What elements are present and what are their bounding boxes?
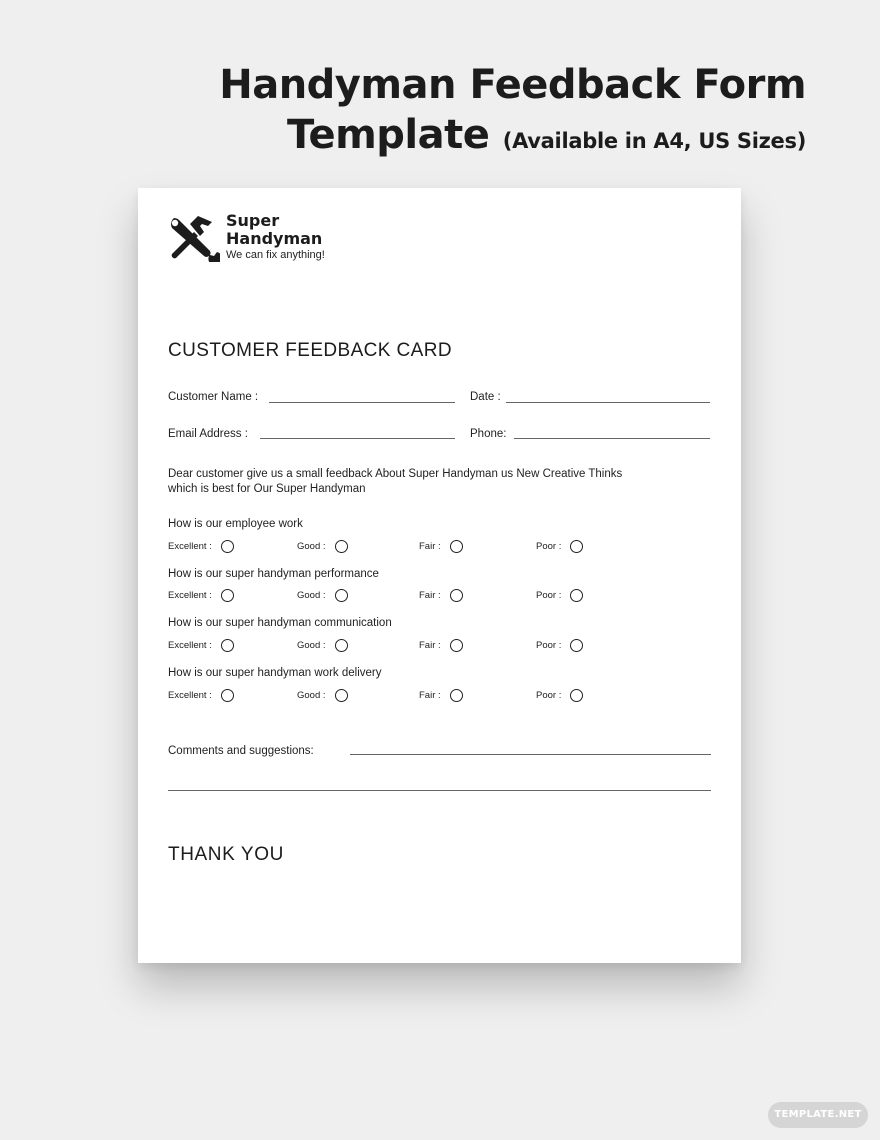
phone-field[interactable] xyxy=(514,438,710,439)
customer-name-label: Customer Name : xyxy=(168,391,259,403)
option-label: Poor : xyxy=(536,590,562,601)
radio-button[interactable] xyxy=(570,540,583,553)
comments-field-line-2[interactable] xyxy=(168,790,711,791)
logo-name-line1: Super xyxy=(226,211,280,230)
radio-button[interactable] xyxy=(335,639,348,652)
intro-line-2: which is best for Our Super Handyman xyxy=(168,483,366,495)
q2-option-good[interactable] xyxy=(297,589,348,602)
q3-option-poor[interactable] xyxy=(536,639,583,652)
banner-subtitle: (Available in A4, US Sizes) xyxy=(502,129,806,153)
customer-name-field[interactable] xyxy=(269,402,455,403)
option-label: Good : xyxy=(297,640,326,651)
comments-label: Comments and suggestions: xyxy=(168,745,314,757)
radio-button[interactable] xyxy=(450,689,463,702)
radio-button[interactable] xyxy=(570,639,583,652)
banner-title-line1: Handyman Feedback Form xyxy=(219,62,806,108)
radio-button[interactable] xyxy=(221,589,234,602)
q1-option-good[interactable] xyxy=(297,540,348,553)
option-label: Fair : xyxy=(419,640,441,651)
radio-button[interactable] xyxy=(335,589,348,602)
thank-you-heading: THANK YOU xyxy=(168,844,284,865)
radio-button[interactable] xyxy=(335,540,348,553)
question-2: How is our super handyman performance xyxy=(168,568,379,580)
radio-button[interactable] xyxy=(450,589,463,602)
q1-option-poor[interactable] xyxy=(536,540,583,553)
option-label: Fair : xyxy=(419,541,441,552)
q4-option-excellent[interactable] xyxy=(168,689,234,702)
radio-button[interactable] xyxy=(335,689,348,702)
option-label: Fair : xyxy=(419,690,441,701)
option-label: Poor : xyxy=(536,541,562,552)
radio-button[interactable] xyxy=(570,589,583,602)
logo-tagline: We can fix anything! xyxy=(226,249,325,261)
option-label: Poor : xyxy=(536,640,562,651)
logo-text xyxy=(226,212,325,262)
option-label: Poor : xyxy=(536,690,562,701)
banner-title-line2 xyxy=(219,110,806,166)
option-label: Excellent : xyxy=(168,690,212,701)
radio-button[interactable] xyxy=(221,639,234,652)
q1-option-fair[interactable] xyxy=(419,540,463,553)
q3-option-good[interactable] xyxy=(297,639,348,652)
feedback-form-sheet xyxy=(138,188,741,963)
option-label: Excellent : xyxy=(168,590,212,601)
option-label: Good : xyxy=(297,541,326,552)
q3-option-fair[interactable] xyxy=(419,639,463,652)
intro-line-1: Dear customer give us a small feedback About Super Handyman us New Creative Thinks xyxy=(168,468,623,480)
q4-option-fair[interactable] xyxy=(419,689,463,702)
question-4: How is our super handyman work delivery xyxy=(168,667,382,679)
question-1: How is our employee work xyxy=(168,518,303,530)
option-label: Excellent : xyxy=(168,640,212,651)
q2-option-excellent[interactable] xyxy=(168,589,234,602)
phone-label: Phone: xyxy=(470,428,507,440)
radio-button[interactable] xyxy=(221,540,234,553)
template-net-watermark: TEMPLATE.NET xyxy=(768,1102,868,1128)
radio-button[interactable] xyxy=(450,639,463,652)
email-field[interactable] xyxy=(260,438,455,439)
q2-option-poor[interactable] xyxy=(536,589,583,602)
option-label: Excellent : xyxy=(168,541,212,552)
comments-field-line-1[interactable] xyxy=(350,754,711,755)
radio-button[interactable] xyxy=(450,540,463,553)
option-label: Good : xyxy=(297,690,326,701)
option-label: Good : xyxy=(297,590,326,601)
radio-button[interactable] xyxy=(570,689,583,702)
date-field[interactable] xyxy=(506,402,710,403)
option-label: Fair : xyxy=(419,590,441,601)
banner-title xyxy=(219,60,806,166)
q3-option-excellent[interactable] xyxy=(168,639,234,652)
q4-option-poor[interactable] xyxy=(536,689,583,702)
q1-option-excellent[interactable] xyxy=(168,540,234,553)
email-label: Email Address : xyxy=(168,428,248,440)
q2-option-fair[interactable] xyxy=(419,589,463,602)
hammer-wrench-icon xyxy=(168,214,220,262)
q4-option-good[interactable] xyxy=(297,689,348,702)
question-3: How is our super handyman communication xyxy=(168,617,392,629)
banner-title-template: Template xyxy=(286,112,490,158)
intro-text xyxy=(168,467,688,497)
logo-name-line2: Handyman xyxy=(226,229,323,248)
date-label: Date : xyxy=(470,391,501,403)
form-title: CUSTOMER FEEDBACK CARD xyxy=(168,340,452,361)
radio-button[interactable] xyxy=(221,689,234,702)
